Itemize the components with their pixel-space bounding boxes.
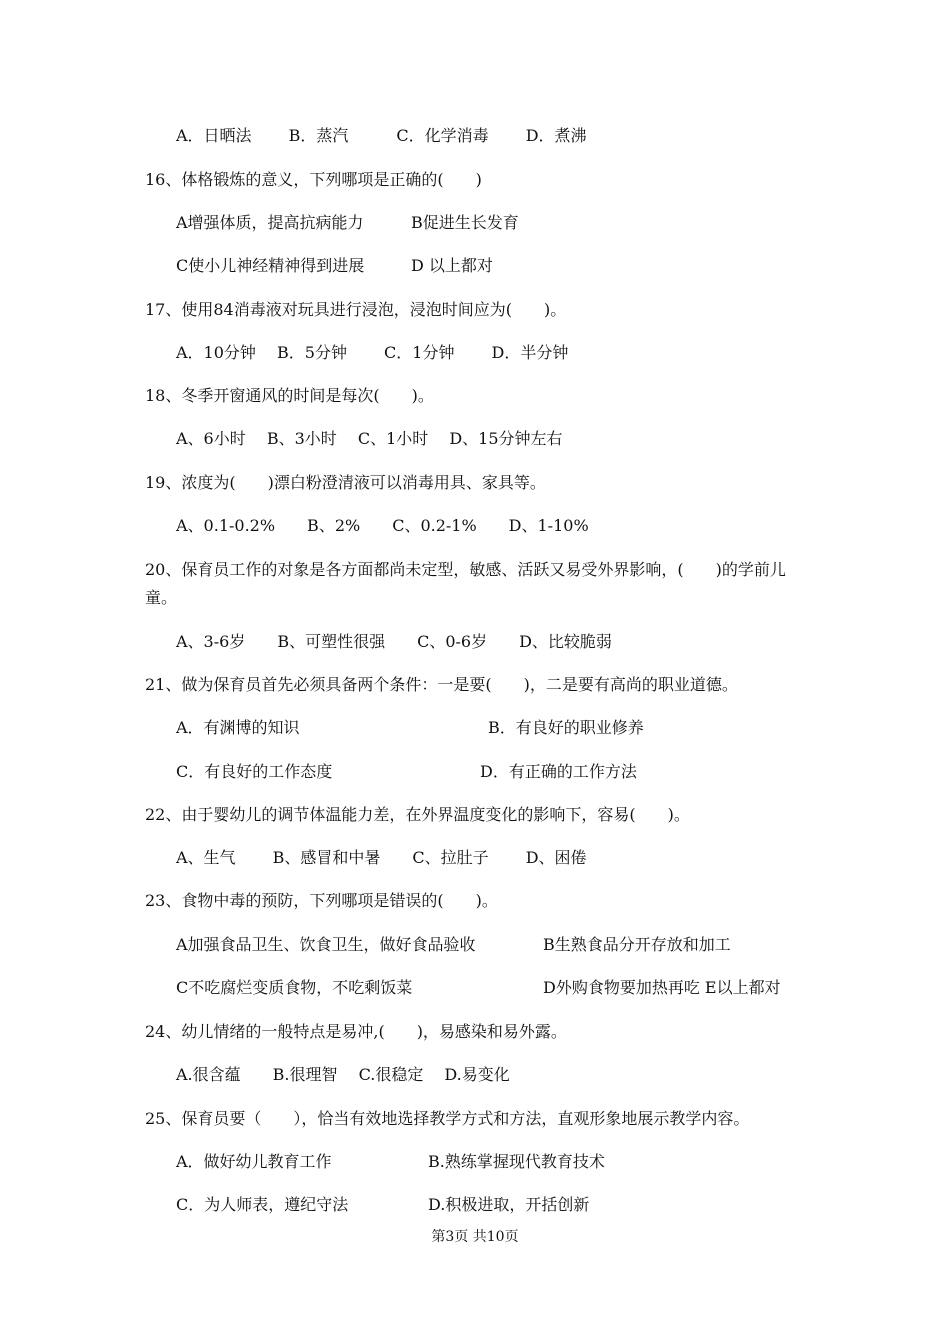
q23-option-c: C不吃腐烂变质食物，不吃剩饭菜 xyxy=(176,978,413,997)
q20-options: A、3-6岁 B、可塑性很强 C、0-6岁 D、比较脆弱 xyxy=(176,632,612,651)
q16-option-b: B促进生长发育 xyxy=(411,213,519,232)
page-footer: 第3页 共10页 xyxy=(431,1229,519,1245)
question-20-line-1: 20、保育员工作的对象是各方面都尚未定型，敏感、活跃又易受外界影响，( )的学前儿 xyxy=(145,560,786,579)
q23-option-d: D外购食物要加热再吃 E以上都对 xyxy=(543,978,781,997)
q25-option-b: B.熟练掌握现代教育技术 xyxy=(428,1152,605,1171)
question-23: 23、食物中毒的预防，下列哪项是错误的( )。 xyxy=(145,891,498,910)
q16-option-d: D 以上都对 xyxy=(411,256,493,275)
q16-option-a: A增强体质，提高抗病能力 xyxy=(176,213,364,232)
q25-option-c: C．为人师表，遵纪守法 xyxy=(176,1195,349,1214)
q18-options: A、6小时 B、3小时 C、1小时 D、15分钟左右 xyxy=(176,429,563,448)
q17-options: A．10分钟 B．5分钟 C．1分钟 D．半分钟 xyxy=(176,343,569,362)
q23-option-a: A加强食品卫生、饮食卫生，做好食品验收 xyxy=(176,935,476,954)
q21-option-d: D．有正确的工作方法 xyxy=(480,762,637,781)
q25-option-d: D.积极进取，开括创新 xyxy=(428,1195,590,1214)
question-20-line-2: 童。 xyxy=(145,588,178,607)
question-17: 17、使用84消毒液对玩具进行浸泡，浸泡时间应为( )。 xyxy=(145,300,567,319)
question-24: 24、幼儿情绪的一般特点是易冲,( )，易感染和易外露。 xyxy=(145,1022,567,1041)
q21-option-c: C．有良好的工作态度 xyxy=(176,762,333,781)
question-16: 16、体格锻炼的意义，下列哪项是正确的( ) xyxy=(145,170,482,189)
q25-option-a: A．做好幼儿教育工作 xyxy=(176,1152,332,1171)
q21-option-a: A．有渊博的知识 xyxy=(176,718,300,737)
q16-option-c: C使小儿神经精神得到进展 xyxy=(176,256,365,275)
q24-options: A.很含蕴 B.很理智 C.很稳定 D.易变化 xyxy=(176,1065,510,1084)
q21-option-b: B．有良好的职业修养 xyxy=(488,718,644,737)
q19-options: A、0.1-0.2% B、2% C、0.2-1% D、1-10% xyxy=(176,516,589,535)
question-18: 18、冬季开窗通风的时间是每次( )。 xyxy=(145,386,434,405)
question-19: 19、浓度为( )漂白粉澄清液可以消毒用具、家具等。 xyxy=(145,473,546,492)
q23-option-b: B生熟食品分开存放和加工 xyxy=(543,935,731,954)
question-21: 21、做为保育员首先必须具备两个条件：一是要( )，二是要有高尚的职业道德。 xyxy=(145,675,738,694)
q22-options: A、生气 B、感冒和中暑 C、拉肚子 D、困倦 xyxy=(176,848,587,867)
q15-options: A．日晒法 B．蒸汽 C．化学消毒 D．煮沸 xyxy=(176,126,587,145)
question-25: 25、保育员要（ ），恰当有效地选择教学方式和方法，直观形象地展示教学内容。 xyxy=(145,1109,750,1128)
question-22: 22、由于婴幼儿的调节体温能力差，在外界温度变化的影响下，容易( )。 xyxy=(145,805,690,824)
